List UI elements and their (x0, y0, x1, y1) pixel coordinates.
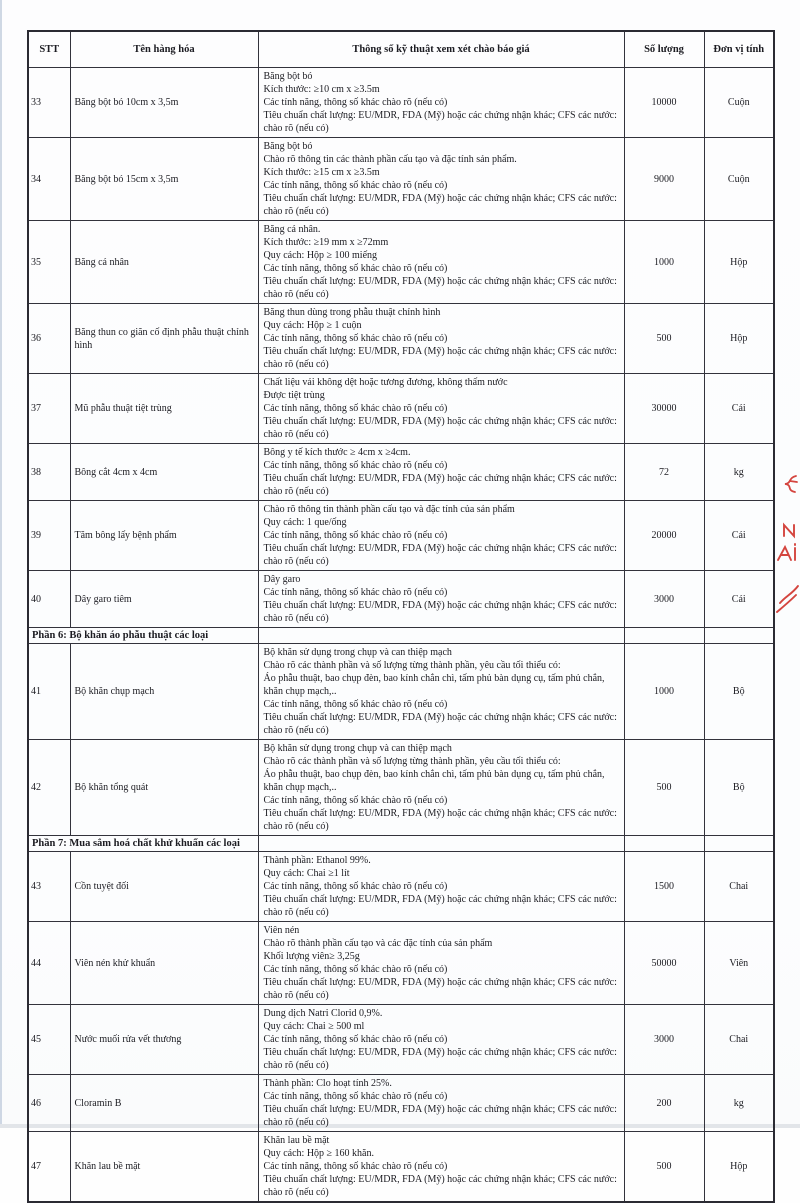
item-name: Viên nén khử khuẩn (70, 922, 258, 1005)
item-unit: Bộ (704, 644, 774, 740)
spec-line: Các tính năng, thông số khác chào rõ (nếu có) (263, 795, 448, 806)
item-name: Nước muối rửa vết thương (70, 1005, 258, 1075)
spec-line: Các tính năng, thông số khác chào rõ (nếu có) (263, 180, 448, 191)
section-header-row (28, 836, 774, 852)
item-number: 47 (28, 1132, 70, 1203)
spec-line: Bộ khăn sử dụng trong chụp và can thiệp mạch (263, 647, 452, 658)
table-header-row (28, 31, 774, 68)
spec-line: Các tính năng, thông số khác chào rõ (nếu có) (263, 587, 448, 598)
item-specs (258, 740, 624, 836)
item-number: 37 (28, 374, 70, 444)
table-row (28, 68, 774, 138)
spec-line: Các tính năng, thông số khác chào rõ (nếu có) (263, 263, 448, 274)
spec-line: Chào rõ các thành phần và số lượng từng thành phần, yêu cầu tối thiểu có: (263, 756, 561, 767)
spec-line: Áo phẫu thuật, bao chụp đèn, bao kính chắn chì, tấm phủ bàn dụng cụ, tấm phủ chắn, khăn chụp mạch,.. (263, 673, 605, 697)
item-unit: Cái (704, 374, 774, 444)
item-name: Tăm bông lấy bệnh phẩm (70, 501, 258, 571)
item-name: Băng bột bó 15cm x 3,5m (70, 138, 258, 221)
item-number: 45 (28, 1005, 70, 1075)
item-number: 41 (28, 644, 70, 740)
item-unit: kg (704, 1075, 774, 1132)
item-number: 36 (28, 304, 70, 374)
spec-line: Quy cách: Hộp ≥ 100 miếng (263, 250, 378, 261)
item-unit: Chai (704, 852, 774, 922)
section-header-row (28, 628, 774, 644)
item-name: Cồn tuyệt đối (70, 852, 258, 922)
item-number: 46 (28, 1075, 70, 1132)
spec-line: Các tính năng, thông số khác chào rõ (nếu có) (263, 530, 448, 541)
item-specs (258, 501, 624, 571)
spec-line: Các tính năng, thông số khác chào rõ (nếu có) (263, 699, 448, 710)
table-row (28, 1005, 774, 1075)
spec-line: Bộ khăn sử dụng trong chụp và can thiệp mạch (263, 743, 452, 754)
item-specs (258, 644, 624, 740)
spec-line: Các tính năng, thông số khác chào rõ (nếu có) (263, 964, 448, 975)
spec-line: Kích thước: ≥19 mm x ≥72mm (263, 237, 389, 248)
table-row (28, 444, 774, 501)
scan-left-edge-line (0, 0, 2, 1128)
section-label: Phần 6: Bộ khăn áo phẫu thuật các loại (28, 628, 258, 644)
item-name: Bộ khăn tổng quát (70, 740, 258, 836)
spec-line: Quy cách: Chai ≥1 lít (263, 868, 350, 879)
spec-line: Tiêu chuẩn chất lượng: EU/MDR, FDA (Mỹ) hoặc các chứng nhận khác; CFS các nước: chào rõ (nếu có) (263, 712, 617, 736)
spec-line: Kích thước: ≥15 cm x ≥3.5m (263, 167, 380, 178)
item-unit: Cuộn (704, 138, 774, 221)
item-name: Khăn lau bề mặt (70, 1132, 258, 1203)
section-empty-qty-cell (624, 836, 704, 852)
item-unit: Bộ (704, 740, 774, 836)
spec-line: Các tính năng, thông số khác chào rõ (nếu có) (263, 1034, 448, 1045)
spec-line: Tiêu chuẩn chất lượng: EU/MDR, FDA (Mỹ) hoặc các chứng nhận khác; CFS các nước: chào rõ (nếu có) (263, 346, 617, 370)
spec-line: Băng cá nhân. (263, 224, 321, 235)
item-specs (258, 68, 624, 138)
spec-line: Tiêu chuẩn chất lượng: EU/MDR, FDA (Mỹ) hoặc các chứng nhận khác; CFS các nước: chào rõ (nếu có) (263, 894, 617, 918)
table-row (28, 1075, 774, 1132)
item-unit: Cuộn (704, 68, 774, 138)
item-quantity: 72 (624, 444, 704, 501)
item-quantity: 20000 (624, 501, 704, 571)
spec-line: Tiêu chuẩn chất lượng: EU/MDR, FDA (Mỹ) hoặc các chứng nhận khác; CFS các nước: chào rõ (nếu có) (263, 276, 617, 300)
spec-line: Băng bột bó (263, 141, 313, 152)
table-row (28, 138, 774, 221)
item-number: 42 (28, 740, 70, 836)
item-name: Cloramin B (70, 1075, 258, 1132)
spec-line: Khăn lau bề mặt (263, 1135, 330, 1146)
section-empty-specs-cell (258, 836, 624, 852)
item-quantity: 3000 (624, 571, 704, 628)
item-unit: Hộp (704, 1132, 774, 1203)
item-unit: Cái (704, 501, 774, 571)
item-specs (258, 922, 624, 1005)
item-specs (258, 304, 624, 374)
spec-line: Các tính năng, thông số khác chào rõ (nếu có) (263, 97, 448, 108)
item-unit: Hộp (704, 304, 774, 374)
spec-line: Viên nén (263, 925, 300, 936)
item-specs (258, 221, 624, 304)
item-specs (258, 444, 624, 501)
section-empty-unit-cell (704, 836, 774, 852)
item-specs (258, 138, 624, 221)
spec-line: Tiêu chuẩn chất lượng: EU/MDR, FDA (Mỹ) hoặc các chứng nhận khác; CFS các nước: chào rõ (nếu có) (263, 193, 617, 217)
item-quantity: 500 (624, 740, 704, 836)
spec-line: Chào rõ thông tin thành phần cấu tạo và đặc tính của sản phẩm (263, 504, 515, 515)
spec-line: Được tiệt trùng (263, 390, 325, 401)
table-row (28, 740, 774, 836)
spec-line: Băng thun dùng trong phẫu thuật chỉnh hình (263, 307, 441, 318)
spec-line: Tiêu chuẩn chất lượng: EU/MDR, FDA (Mỹ) hoặc các chứng nhận khác; CFS các nước: chào rõ (nếu có) (263, 416, 617, 440)
spec-line: Băng bột bó (263, 71, 313, 82)
item-name: Băng cá nhân (70, 221, 258, 304)
item-name: Bộ khăn chụp mạch (70, 644, 258, 740)
item-quantity: 200 (624, 1075, 704, 1132)
item-quantity: 1500 (624, 852, 704, 922)
item-unit: Viên (704, 922, 774, 1005)
spec-line: Tiêu chuẩn chất lượng: EU/MDR, FDA (Mỹ) hoặc các chứng nhận khác; CFS các nước: chào rõ (nếu có) (263, 1104, 617, 1128)
section-label: Phần 7: Mua sắm hoá chất khử khuẩn các loại (28, 836, 258, 852)
spec-line: Chào rõ thông tin các thành phần cấu tạo và đặc tính sản phẩm. (263, 154, 517, 165)
spec-line: Chào rõ các thành phần và số lượng từng thành phần, yêu cầu tối thiểu có: (263, 660, 561, 671)
item-quantity: 50000 (624, 922, 704, 1005)
item-specs (258, 852, 624, 922)
column-header-don-vi-tinh: Đơn vị tính (704, 31, 774, 68)
table-row (28, 221, 774, 304)
table-row (28, 374, 774, 444)
column-header-thong-so-ky-thuat: Thông số kỹ thuật xem xét chào báo giá (258, 31, 624, 68)
item-name: Mũ phẫu thuật tiệt trùng (70, 374, 258, 444)
spec-line: Các tính năng, thông số khác chào rõ (nếu có) (263, 1091, 448, 1102)
spec-line: Dây garo (263, 574, 301, 585)
item-number: 38 (28, 444, 70, 501)
item-quantity: 30000 (624, 374, 704, 444)
item-number: 40 (28, 571, 70, 628)
item-unit: Chai (704, 1005, 774, 1075)
spec-line: Tiêu chuẩn chất lượng: EU/MDR, FDA (Mỹ) hoặc các chứng nhận khác; CFS các nước: chào rõ (nếu có) (263, 1047, 617, 1071)
item-number: 33 (28, 68, 70, 138)
item-specs (258, 571, 624, 628)
spec-line: Tiêu chuẩn chất lượng: EU/MDR, FDA (Mỹ) hoặc các chứng nhận khác; CFS các nước: chào rõ (nếu có) (263, 1174, 617, 1198)
table-row (28, 852, 774, 922)
spec-line: Quy cách: Hộp ≥ 160 khăn. (263, 1148, 374, 1159)
spec-line: Quy cách: Hộp ≥ 1 cuộn (263, 320, 362, 331)
spec-line: Thành phần: Ethanol 99%. (263, 855, 371, 866)
spec-line: Các tính năng, thông số khác chào rõ (nếu có) (263, 333, 448, 344)
table-row (28, 644, 774, 740)
item-specs (258, 1132, 624, 1203)
table-row (28, 922, 774, 1005)
spec-line: Tiêu chuẩn chất lượng: EU/MDR, FDA (Mỹ) hoặc các chứng nhận khác; CFS các nước: chào rõ (nếu có) (263, 977, 617, 1001)
column-header-so-luong: Số lượng (624, 31, 704, 68)
table-row (28, 1132, 774, 1203)
section-empty-unit-cell (704, 628, 774, 644)
table-row (28, 304, 774, 374)
item-number: 43 (28, 852, 70, 922)
item-quantity: 3000 (624, 1005, 704, 1075)
item-number: 44 (28, 922, 70, 1005)
item-number: 35 (28, 221, 70, 304)
item-name: Bông cắt 4cm x 4cm (70, 444, 258, 501)
spec-line: Tiêu chuẩn chất lượng: EU/MDR, FDA (Mỹ) hoặc các chứng nhận khác; CFS các nước: chào rõ (nếu có) (263, 543, 617, 567)
item-name: Băng bột bó 10cm x 3,5m (70, 68, 258, 138)
spec-line: Các tính năng, thông số khác chào rõ (nếu có) (263, 1161, 448, 1172)
spec-line: Các tính năng, thông số khác chào rõ (nếu có) (263, 460, 448, 471)
item-quantity: 500 (624, 304, 704, 374)
item-quantity: 1000 (624, 221, 704, 304)
item-unit: Hộp (704, 221, 774, 304)
item-quantity: 9000 (624, 138, 704, 221)
spec-line: Tiêu chuẩn chất lượng: EU/MDR, FDA (Mỹ) hoặc các chứng nhận khác; CFS các nước: chào rõ (nếu có) (263, 110, 617, 134)
item-unit: kg (704, 444, 774, 501)
item-number: 34 (28, 138, 70, 221)
spec-line: Khối lượng viên≥ 3,25g (263, 951, 360, 962)
spec-line: Áo phẫu thuật, bao chụp đèn, bao kính chắn chì, tấm phủ bàn dụng cụ, tấm phủ chắn, khăn chụp mạch,.. (263, 769, 605, 793)
spec-line: Tiêu chuẩn chất lượng: EU/MDR, FDA (Mỹ) hoặc các chứng nhận khác; CFS các nước: chào rõ (nếu có) (263, 473, 617, 497)
item-quantity: 1000 (624, 644, 704, 740)
item-specs (258, 374, 624, 444)
spec-line: Các tính năng, thông số khác chào rõ (nếu có) (263, 403, 448, 414)
spec-line: Quy cách: Chai ≥ 500 ml (263, 1021, 365, 1032)
spec-line: Các tính năng, thông số khác chào rõ (nếu có) (263, 881, 448, 892)
column-header-ten-hang-hoa: Tên hàng hóa (70, 31, 258, 68)
spec-line: Bông y tế kích thước ≥ 4cm x ≥4cm. (263, 447, 411, 458)
item-number: 39 (28, 501, 70, 571)
spec-line: Tiêu chuẩn chất lượng: EU/MDR, FDA (Mỹ) hoặc các chứng nhận khác; CFS các nước: chào rõ (nếu có) (263, 808, 617, 832)
spec-line: Thành phần: Clo hoạt tính 25%. (263, 1078, 392, 1089)
item-unit: Cái (704, 571, 774, 628)
section-empty-specs-cell (258, 628, 624, 644)
spec-line: Quy cách: 1 que/ống (263, 517, 347, 528)
item-name: Dây garo tiêm (70, 571, 258, 628)
column-header-stt: STT (28, 31, 70, 68)
item-quantity: 10000 (624, 68, 704, 138)
item-quantity: 500 (624, 1132, 704, 1203)
section-empty-qty-cell (624, 628, 704, 644)
goods-spec-table (27, 30, 775, 1203)
spec-line: Chất liệu vải không dệt hoặc tương đương, không thấm nước (263, 377, 508, 388)
spec-line: Kích thước: ≥10 cm x ≥3.5m (263, 84, 380, 95)
table-row (28, 501, 774, 571)
item-name: Băng thun co giãn cố định phẫu thuật chỉnh hình (70, 304, 258, 374)
spec-line: Tiêu chuẩn chất lượng: EU/MDR, FDA (Mỹ) hoặc các chứng nhận khác; CFS các nước: chào rõ (nếu có) (263, 600, 617, 624)
item-specs (258, 1005, 624, 1075)
table-row (28, 571, 774, 628)
spec-line: Dung dịch Natri Clorid 0,9%. (263, 1008, 383, 1019)
spec-line: Chào rõ thành phần cấu tạo và các đặc tính của sản phẩm (263, 938, 493, 949)
item-specs (258, 1075, 624, 1132)
table-body (28, 68, 774, 1203)
